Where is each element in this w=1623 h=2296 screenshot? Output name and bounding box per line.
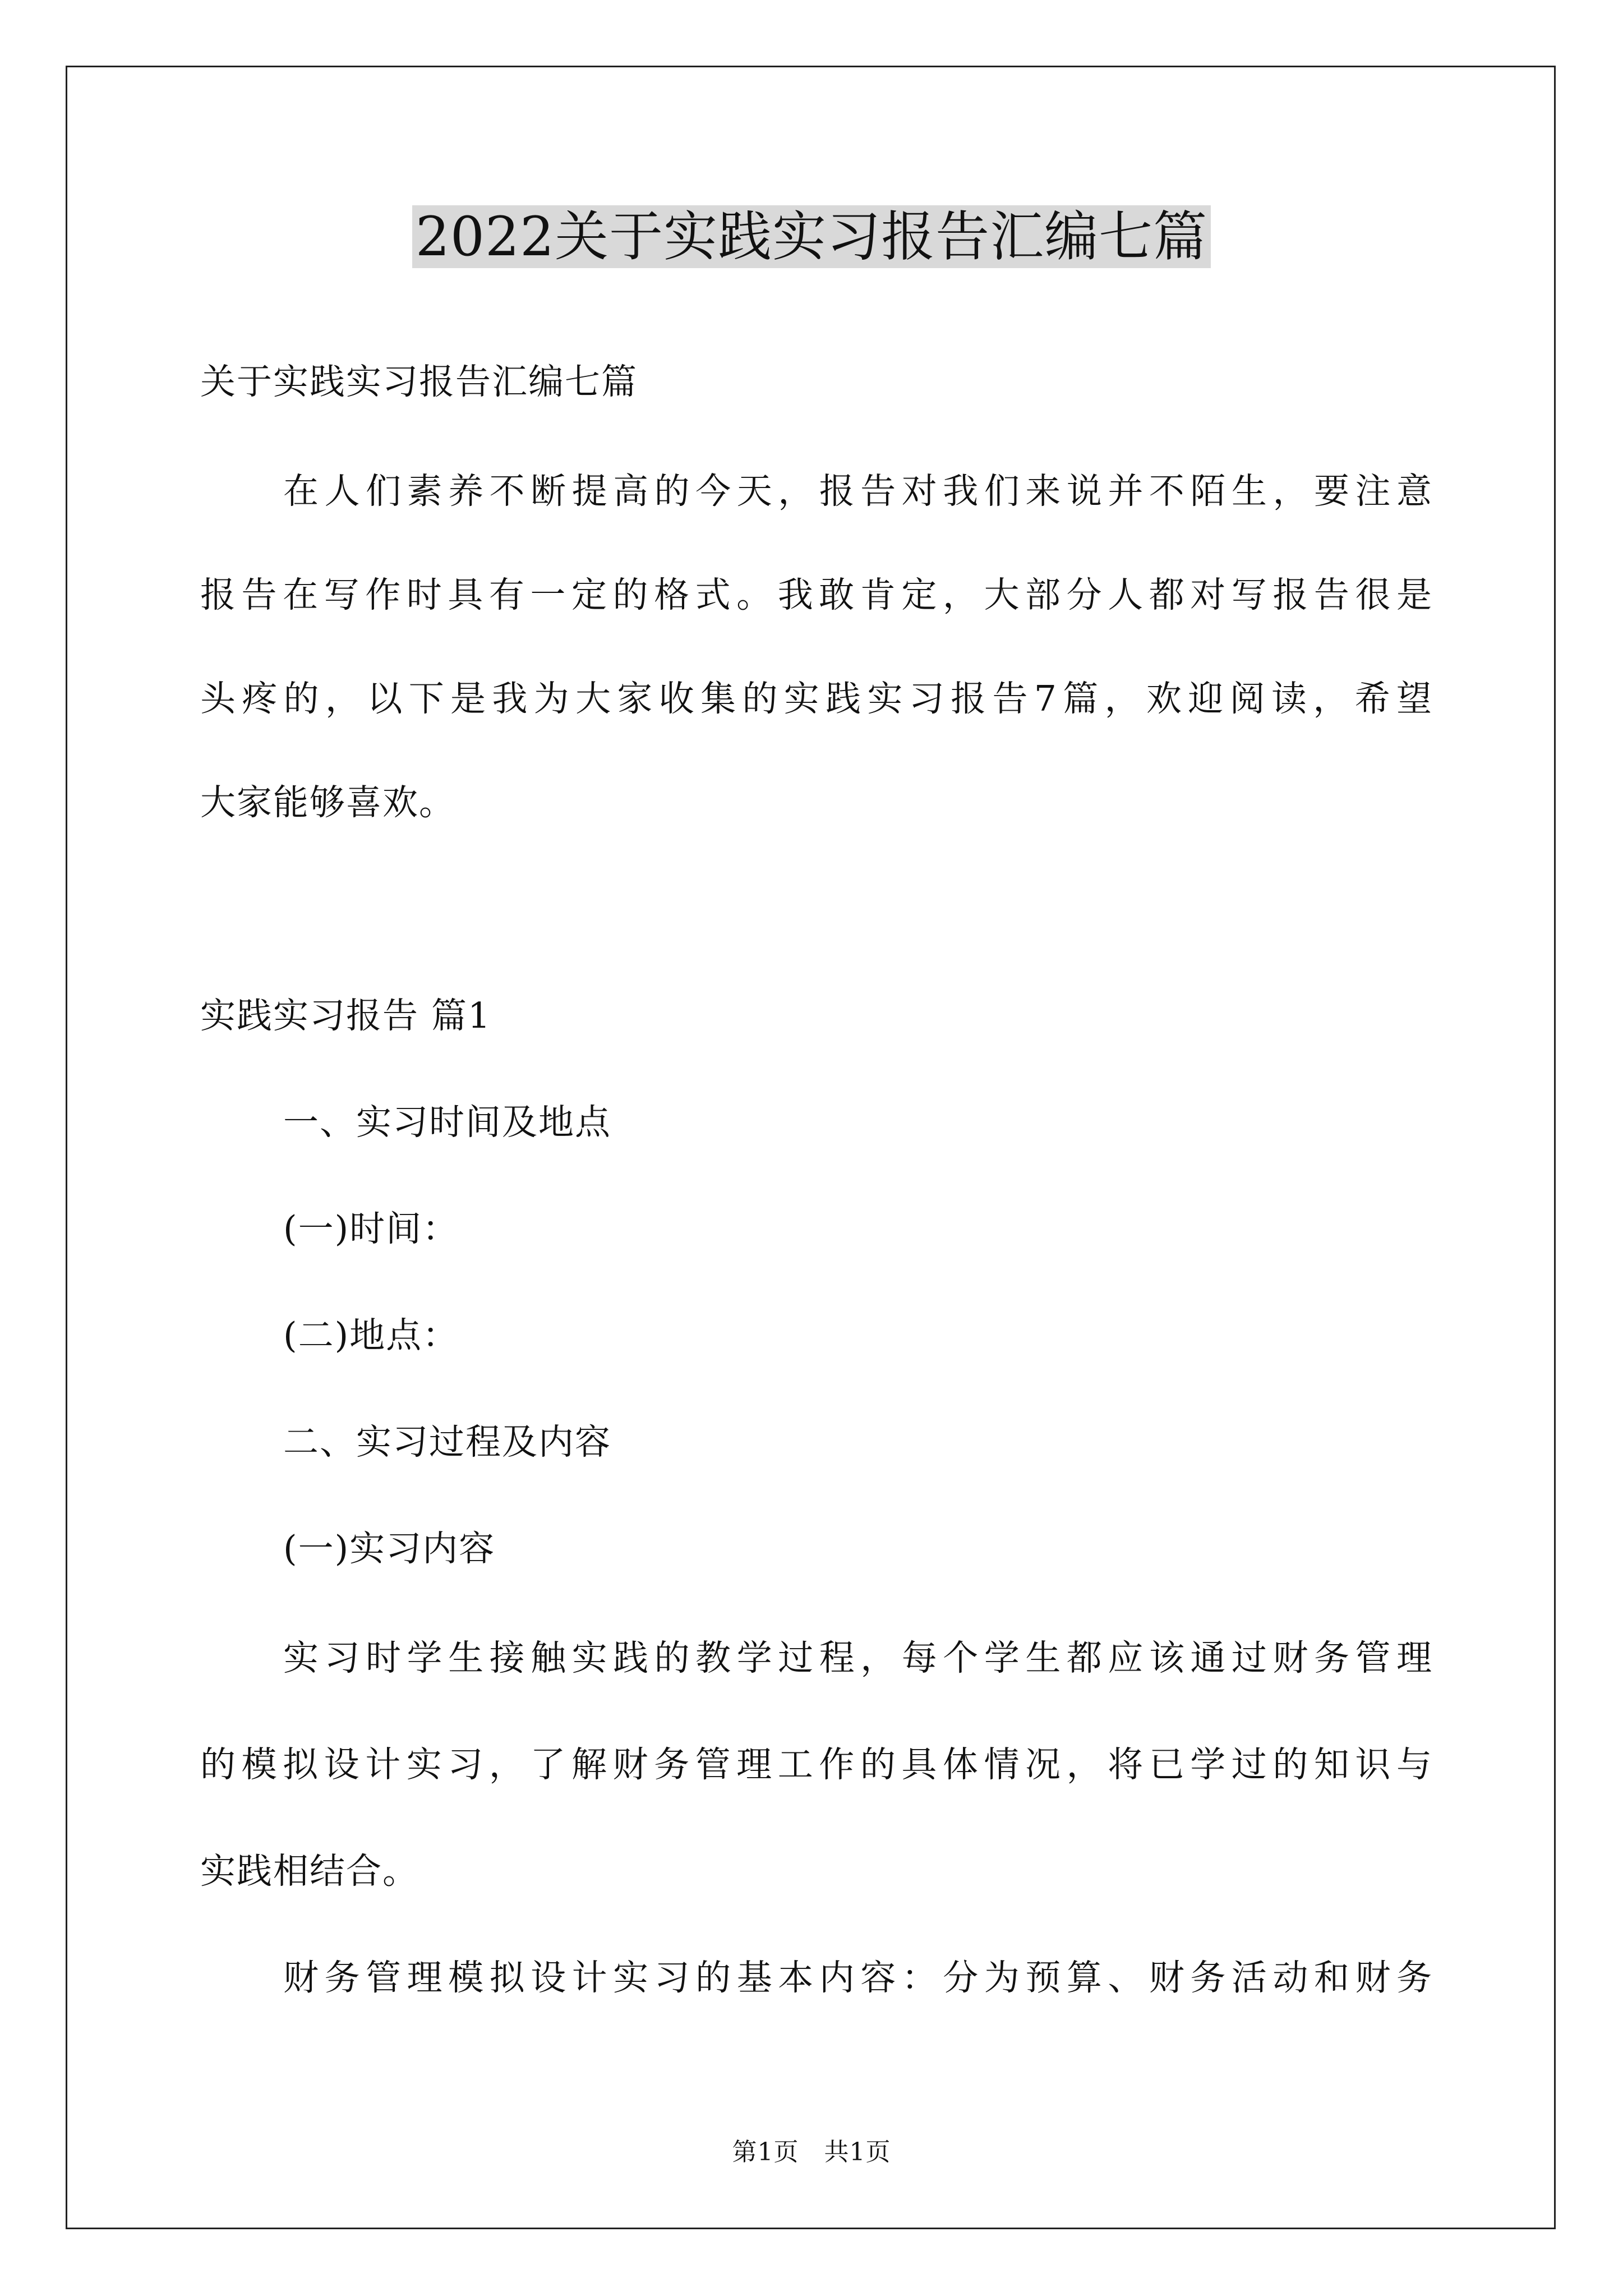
para1-line-1: 实习时学生接触实践的教学过程，每个学生都应该通过财务管理 bbox=[283, 1637, 1432, 1678]
document-subtitle: 关于实践实习报告汇编七篇 bbox=[200, 361, 638, 402]
intro-line-3: 头疼的，以下是我为大家收集的实践实习报告7篇，欢迎阅读，希望 bbox=[200, 678, 1432, 719]
intro-line-1: 在人们素养不断提高的今天，报告对我们来说并不陌生，要注意 bbox=[283, 471, 1432, 512]
para2-line-1: 财务管理模拟设计实习的基本内容：分为预算、财务活动和财务 bbox=[283, 1957, 1432, 1998]
outline-item-2: (一)时间： bbox=[283, 1208, 459, 1249]
outline-item-1: 一、实习时间及地点 bbox=[283, 1102, 611, 1143]
intro-line-2: 报告在写作时具有一定的格式。我敢肯定，大部分人都对写报告很是 bbox=[200, 574, 1432, 615]
section-heading: 实践实习报告 篇1 bbox=[200, 995, 492, 1036]
para1-line-3: 实践相结合。 bbox=[200, 1851, 419, 1892]
intro-line-4: 大家能够喜欢。 bbox=[200, 782, 455, 823]
para1-line-2: 的模拟设计实习，了解财务管理工作的具体情况，将已学过的知识与 bbox=[200, 1744, 1432, 1785]
page-footer: 第1页 共1页 bbox=[732, 2138, 891, 2166]
outline-item-3: (二)地点： bbox=[283, 1315, 459, 1356]
document-title bbox=[0, 200, 1623, 273]
document-title-text: 2022关于实践实习报告汇编七篇 bbox=[412, 205, 1211, 268]
outline-item-5: (一)实习内容 bbox=[283, 1528, 496, 1569]
outline-item-4: 二、实习过程及内容 bbox=[283, 1421, 611, 1462]
